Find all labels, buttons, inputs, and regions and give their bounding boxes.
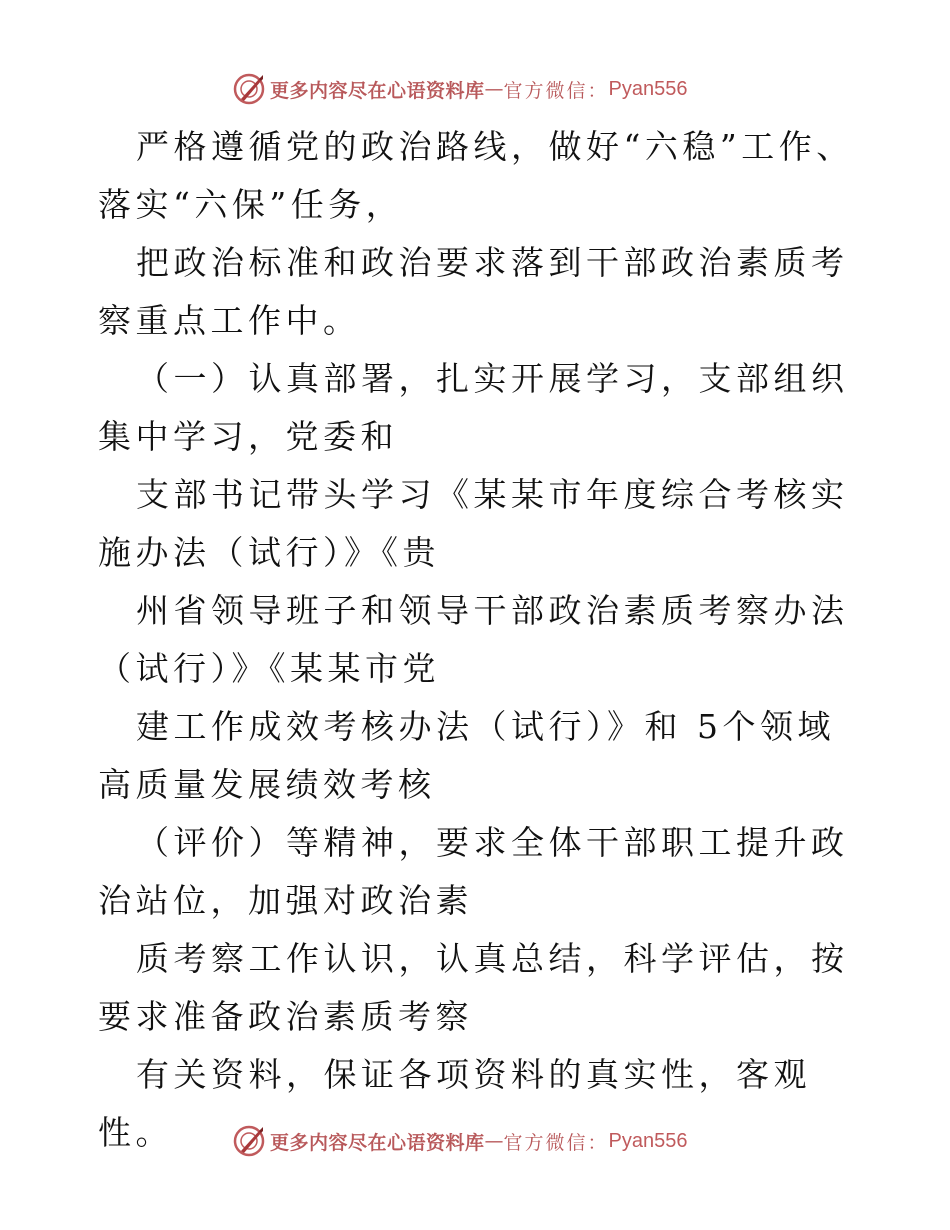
watermark-wechat-id: Pyan556 <box>608 77 688 100</box>
watermark-official-label: 官方微信： <box>503 79 609 102</box>
watermark-dash: — <box>484 78 504 100</box>
logo-icon <box>232 1124 266 1158</box>
paragraph-9: 有关资料，保证各项资料的真实性，客观性。 <box>98 1055 811 1152</box>
footer-watermark <box>232 1124 688 1158</box>
paragraph-2: 把政治标准和政治要求落到干部政治素质考察重点工作中。 <box>98 243 849 340</box>
paragraph-7: （评价）等精神，要求全体干部职工提升政治站位，加强对政治素 <box>98 823 849 920</box>
paragraph-8: 质考察工作认识，认真总结，科学评估，按要求准备政治素质考察 <box>98 939 849 1036</box>
paragraph-5: 州省领导班子和领导干部政治素质考察办法（试行）》《某某市党 <box>98 591 849 688</box>
paragraph-6: 建工作成效考核办法（试行）》和 5个领域高质量发展绩效考核 <box>98 707 835 804</box>
logo-icon <box>232 72 266 106</box>
header-watermark <box>232 72 688 106</box>
watermark-brand: 更多内容尽在心语资料库 <box>270 1131 485 1154</box>
paragraph-4: 支部书记带头学习《某某市年度综合考核实施办法（试行）》《贵 <box>98 475 849 572</box>
document-body <box>98 118 858 1162</box>
watermark-dash: — <box>484 1130 504 1152</box>
paragraph-1: 严格遵循党的政治路线，做好“六稳”工作、落实“六保”任务， <box>98 127 854 224</box>
watermark-brand: 更多内容尽在心语资料库 <box>270 79 485 102</box>
watermark-official-label: 官方微信： <box>503 1131 609 1154</box>
paragraph-3: （一）认真部署，扎实开展学习，支部组织集中学习，党委和 <box>98 359 849 456</box>
watermark-wechat-id: Pyan556 <box>608 1129 688 1152</box>
